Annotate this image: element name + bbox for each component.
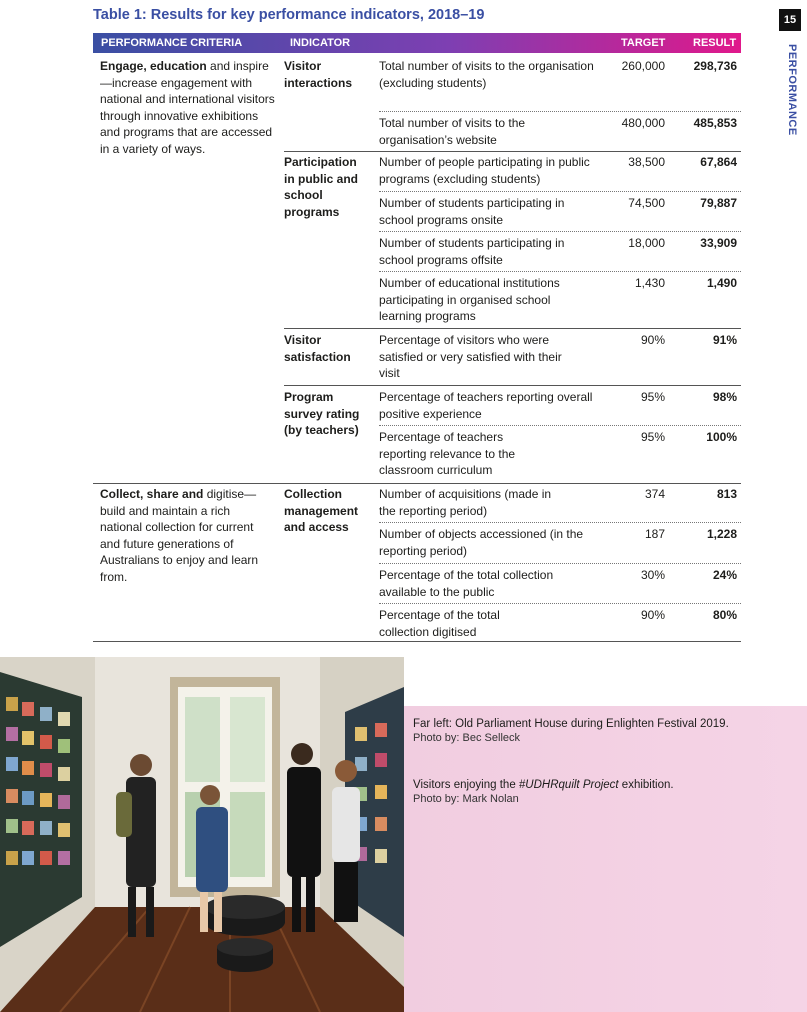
group-divider bbox=[284, 151, 741, 152]
criteria-2 bbox=[100, 486, 275, 585]
caption-panel bbox=[404, 706, 807, 1012]
exhibition-photo bbox=[0, 657, 404, 1012]
indicator-program-survey: Program survey rating (by teachers) bbox=[284, 390, 360, 437]
row-6-description: Number of educational institutions participating in organised school learning programs bbox=[379, 276, 560, 323]
group-divider bbox=[284, 385, 741, 386]
criteria-1-text: and inspire—increase engagement with national and international visitors through innovative exhibitions and programs that are accessed in a variety of ways. bbox=[100, 59, 275, 156]
row-5-result: 33,909 bbox=[700, 236, 737, 250]
row-4-result: 79,887 bbox=[700, 196, 737, 210]
page-number: 15 bbox=[779, 9, 801, 31]
row-11-target: 187 bbox=[644, 527, 665, 541]
row-8-description: Percentage of teachers reporting overall positive experience bbox=[379, 390, 593, 421]
row-6-target: 1,430 bbox=[634, 276, 665, 290]
row-10-result: 813 bbox=[716, 487, 737, 501]
row-2-description: Total number of visits to the organisation’s website bbox=[379, 116, 526, 147]
criteria-2-bold: Collect, share and bbox=[100, 487, 204, 501]
row-2-result: 485,853 bbox=[693, 116, 737, 130]
row-divider bbox=[379, 522, 741, 523]
row-3-description: Number of people participating in public programs (excluding students) bbox=[379, 155, 590, 186]
row-11-result: 1,228 bbox=[706, 527, 737, 541]
caption-2-text-a: Visitors enjoying the bbox=[413, 779, 519, 791]
row-divider bbox=[379, 111, 741, 112]
row-5-description: Number of students participating in school programs offsite bbox=[379, 236, 565, 267]
table-title: Table 1: Results for key performance indicators, 2018–19 bbox=[93, 7, 485, 23]
caption-1 bbox=[413, 717, 743, 745]
row-2-target: 480,000 bbox=[621, 116, 665, 130]
row-7-description: Percentage of visitors who were satisfied or very satisfied with their visit bbox=[379, 333, 562, 380]
row-8-result: 98% bbox=[712, 390, 737, 404]
row-13-description: Percentage of the total collection digitised bbox=[379, 608, 500, 639]
row-divider bbox=[379, 231, 741, 232]
row-9-description: Percentage of teachers reporting relevance to the classroom curriculum bbox=[379, 430, 516, 477]
row-divider bbox=[379, 425, 741, 426]
row-3-result: 67,864 bbox=[700, 155, 737, 169]
caption-1-credit: Photo by: Bec Selleck bbox=[413, 732, 521, 744]
indicator-visitor-interactions: Visitor interactions bbox=[284, 59, 353, 90]
row-9-target: 95% bbox=[640, 430, 665, 444]
row-13-result: 80% bbox=[712, 608, 737, 622]
row-divider bbox=[379, 563, 741, 564]
header-criteria: PERFORMANCE CRITERIA bbox=[101, 37, 243, 49]
row-10-description: Number of acquisitions (made in the reporting period) bbox=[379, 487, 552, 518]
row-3-target: 38,500 bbox=[628, 155, 665, 169]
header-result: RESULT bbox=[693, 37, 737, 49]
caption-2-text-b: exhibition. bbox=[618, 779, 674, 791]
row-4-description: Number of students participating in school programs onsite bbox=[379, 196, 565, 227]
row-divider bbox=[379, 191, 741, 192]
row-11-description: Number of objects accessioned (in the reporting period) bbox=[379, 527, 584, 558]
row-8-target: 95% bbox=[640, 390, 665, 404]
row-6-result: 1,490 bbox=[706, 276, 737, 290]
row-10-target: 374 bbox=[644, 487, 665, 501]
row-9-result: 100% bbox=[706, 430, 737, 444]
section-side-label bbox=[780, 44, 800, 144]
criteria-2-text: digitise—build and maintain a rich national collection for current and future generations of Australians to enjoy and learn from. bbox=[100, 487, 259, 584]
caption-1-text: Far left: Old Parliament House during Enlighten Festival 2019. bbox=[413, 718, 729, 730]
row-13-target: 90% bbox=[640, 608, 665, 622]
row-1-target: 260,000 bbox=[621, 59, 665, 73]
row-divider bbox=[379, 271, 741, 272]
row-7-result: 91% bbox=[712, 333, 737, 347]
row-12-target: 30% bbox=[640, 568, 665, 582]
criteria-1 bbox=[100, 58, 275, 157]
caption-2-text bbox=[413, 778, 743, 792]
row-7-target: 90% bbox=[640, 333, 665, 347]
indicator-visitor-satisfaction: Visitor satisfaction bbox=[284, 333, 351, 364]
indicator-collection: Collection management and access bbox=[284, 487, 359, 534]
caption-2-credit: Photo by: Mark Nolan bbox=[413, 793, 519, 805]
group-divider bbox=[284, 328, 741, 329]
row-4-target: 74,500 bbox=[628, 196, 665, 210]
row-1-description: Total number of visits to the organisation (excluding students) bbox=[379, 59, 594, 90]
row-5-target: 18,000 bbox=[628, 236, 665, 250]
row-divider bbox=[379, 603, 741, 604]
table-bottom-rule bbox=[93, 641, 741, 642]
section-side-label-text: PERFORMANCE bbox=[786, 44, 798, 136]
header-indicator: INDICATOR bbox=[290, 37, 351, 49]
criteria-1-bold: Engage, education bbox=[100, 59, 207, 73]
caption-2-text-italic: #UDHRquilt Project bbox=[518, 779, 619, 791]
section-divider bbox=[93, 483, 741, 484]
row-12-description: Percentage of the total collection available to the public bbox=[379, 568, 554, 599]
indicator-participation: Participation in public and school programs bbox=[284, 155, 358, 219]
row-1-result: 298,736 bbox=[693, 59, 737, 73]
header-target: TARGET bbox=[621, 37, 666, 49]
row-12-result: 24% bbox=[712, 568, 737, 582]
table-header bbox=[93, 33, 741, 53]
caption-2 bbox=[413, 778, 743, 806]
